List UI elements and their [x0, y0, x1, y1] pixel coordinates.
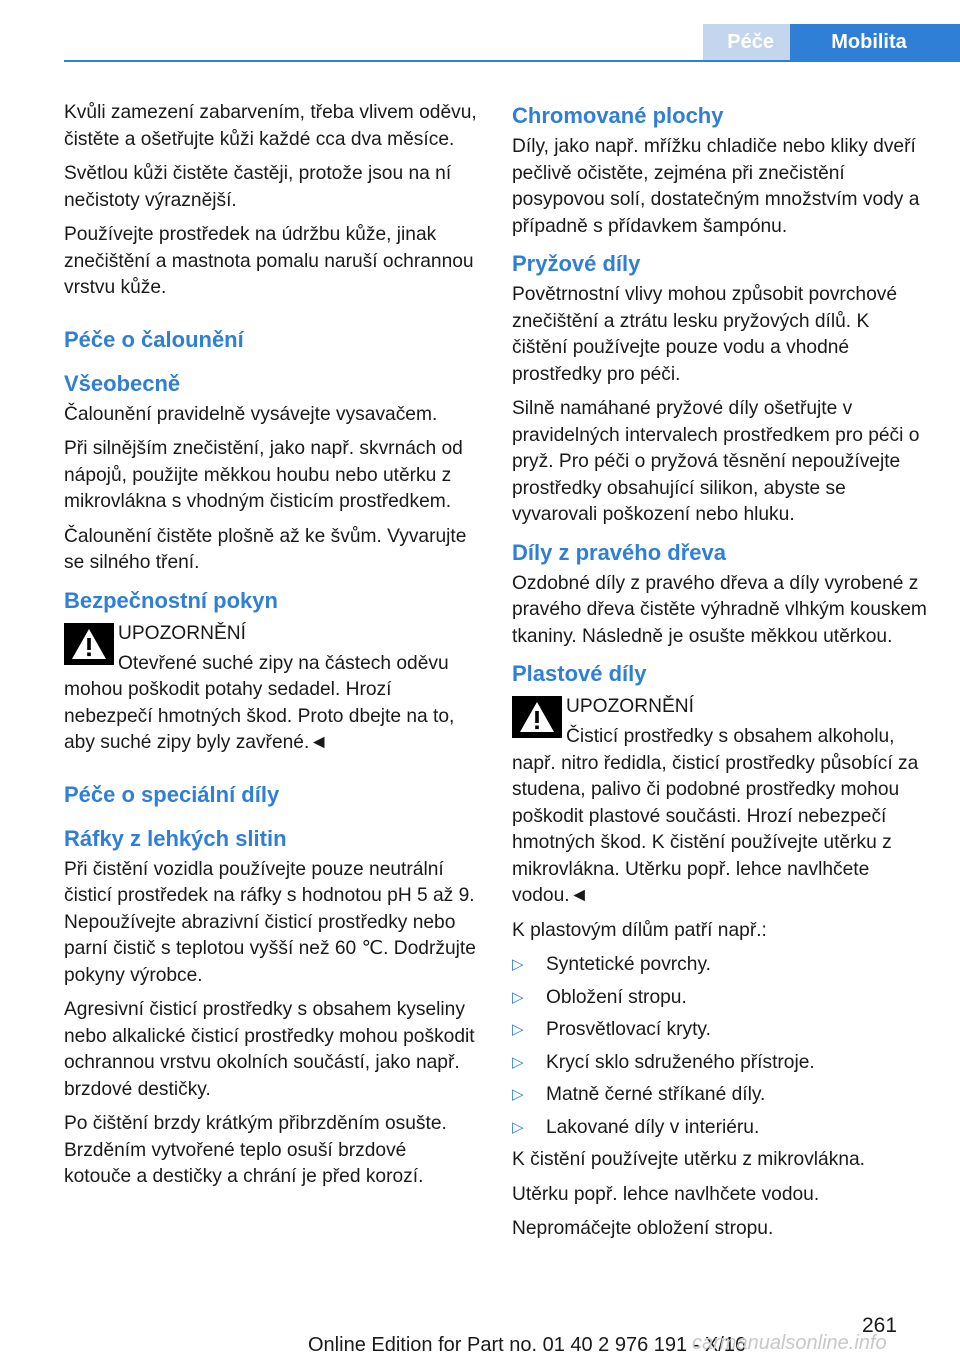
- heading-alloy-rims: Ráfky z lehkých slitin: [64, 825, 287, 851]
- warning-triangle-icon: [512, 696, 562, 738]
- paragraph: Používejte prostředek na údržbu kůže, jinak znečištění a mastnota pomalu naruší ochrannou vrstvu kůže.: [64, 224, 474, 298]
- triangle-bullet-icon: ▷: [512, 1053, 524, 1071]
- list-item: ▷ Obložení stropu.: [512, 985, 928, 1012]
- warning-box: [64, 621, 478, 757]
- paragraph: Při čistění vozidla používejte pouze neutrální čisticí prostředek na ráfky s hodnotou pH 5 až 9. Nepoužívejte abrazivní čisticí prostředky nebo parní čistič s teplotou vyšší než 60 ℃. Dodržujte pokyny výrobce.: [64, 858, 476, 986]
- paragraph: Čalounění čistěte plošně až ke švům. Vyvarujte se silného tření.: [64, 525, 467, 573]
- paragraph: Ozdobné díly z pravého dřeva a díly vyrobené z pravého dřeva čistěte výhradně vlhkým kouskem tkaniny. Následně je osušte měkkou utěrkou.: [512, 572, 927, 647]
- header-rule: [64, 60, 960, 62]
- watermark: carmanualsonline.info: [692, 1332, 887, 1354]
- heading-upholstery-care: Péče o čalounění: [64, 326, 244, 352]
- warning-box: [512, 694, 928, 910]
- warning-title: UPOZORNĚNÍ: [566, 696, 694, 717]
- triangle-bullet-icon: ▷: [512, 1118, 524, 1136]
- page-number: 261: [862, 1314, 898, 1337]
- paragraph: Kvůli zamezení zabarvením, třeba vlivem oděvu, čistěte a ošetřujte kůži každé cca dva měsíce.: [64, 102, 477, 150]
- list-item: ▷ Lakované díly v interiéru.: [512, 1115, 928, 1142]
- tab-mobilita[interactable]: Mobilita: [790, 24, 960, 61]
- list-item: ▷ Matně černé stříkané díly.: [512, 1082, 928, 1109]
- left-column: [64, 100, 478, 1199]
- warning-body: Čisticí prostředky s obsahem alkoholu, např. nitro ředidla, čisticí prostředky působící za studena, palivo či podobné prostředky mohou poškodit plastové součásti. Hrozí nebezpečí hmotných škod. K čistění používejte utěrku z mikrovlákna. Utěrku popř. lehce navlhčete vodou.◄: [512, 726, 919, 906]
- paragraph: K čistění používejte utěrku z mikrovlákna.: [512, 1149, 865, 1170]
- paragraph: Nepromáčejte obložení stropu.: [512, 1218, 774, 1239]
- paragraph: Při silnějším znečistění, jako např. skvrnách od nápojů, použijte měkkou houbu nebo utěrku z mikrovlákna s vhodným čisticím prostředkem.: [64, 438, 463, 512]
- paragraph: Povětrnostní vlivy mohou způsobit povrchové znečištění a ztrátu lesku pryžových dílů. K čištění používejte pouze vodu a vhodné prostředky pro péči.: [512, 284, 898, 385]
- heading-special-parts-care: Péče o speciální díly: [64, 781, 280, 807]
- header-tabs: [703, 24, 960, 61]
- paragraph: Po čištění brzdy krátkým přibrzděním osušte. Brzděním vytvořené teplo osuší brzdové kotouče a destičky a chrání je před korozí.: [64, 1113, 447, 1187]
- footer-edition: Online Edition for Part no. 01 40 2 976 191 - X/16: [308, 1334, 747, 1356]
- list-item: ▷ Krycí sklo sdruženého přístroje.: [512, 1050, 928, 1077]
- tab-pece[interactable]: Péče: [703, 24, 790, 61]
- warning-title: UPOZORNĚNÍ: [118, 622, 246, 644]
- paragraph: Agresivní čisticí prostředky s obsahem kyseliny nebo alkalické čisticí prostředky mohou poškodit ochrannou vrstvu okolních součástí, jako např. brzdové destičky.: [64, 999, 475, 1100]
- warning-triangle-icon: [64, 623, 114, 665]
- heading-rubber-parts: Pryžové díly: [512, 251, 641, 276]
- heading-plastic-parts: Plastové díly: [512, 661, 647, 686]
- paragraph: Čalounění pravidelně vysávejte vysavačem.: [64, 403, 438, 425]
- list-item: ▷ Syntetické povrchy.: [512, 952, 928, 979]
- heading-safety-note: Bezpečnostní pokyn: [64, 587, 278, 613]
- paragraph: Díly, jako např. mřížku chladiče nebo kliky dveří pečlivě očistěte, zejména při znečistění posypovou solí, dostatečným množstvím vody a případně s přídavkem šampónu.: [512, 136, 920, 237]
- paragraph: Utěrku popř. lehce navlhčete vodou.: [512, 1183, 820, 1205]
- triangle-bullet-icon: ▷: [512, 1086, 524, 1103]
- right-column: [512, 100, 928, 1251]
- plastic-parts-list: [512, 952, 928, 1141]
- heading-chrome-surfaces: Chromované plochy: [512, 103, 724, 128]
- triangle-bullet-icon: ▷: [512, 988, 524, 1006]
- triangle-bullet-icon: ▷: [512, 956, 524, 973]
- paragraph: K plastovým dílům patří např.:: [512, 919, 767, 941]
- list-item: ▷ Prosvětlovací kryty.: [512, 1017, 928, 1044]
- heading-real-wood-parts: Díly z pravého dřeva: [512, 539, 726, 565]
- paragraph: Světlou kůži čistěte častěji, protože jsou na ní nečistoty výraznější.: [64, 163, 452, 211]
- warning-body: Otevřené suché zipy na částech oděvu mohou poškodit potahy sedadel. Hrozí nebezpečí hmotných škod. Proto dbejte na to, aby suché zipy byly zavřené.◄: [64, 652, 455, 753]
- heading-general: Všeobecně: [64, 370, 181, 396]
- paragraph: Silně namáhané pryžové díly ošetřujte v pravidelných intervalech prostředkem pro péči o pryž. Pro péči o pryžová těsnění nepoužívejte prostředky obsahující silikon, abyste se vyvarovali poškození nebo hluku.: [512, 398, 920, 525]
- triangle-bullet-icon: ▷: [512, 1021, 524, 1038]
